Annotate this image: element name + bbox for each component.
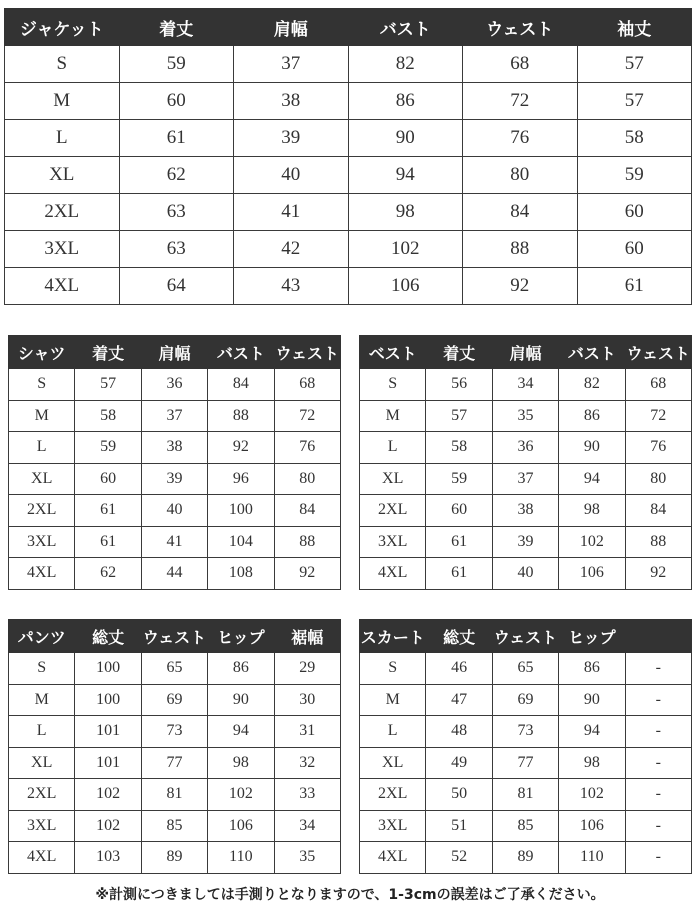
table-cell: 39 <box>141 463 207 495</box>
table-cell: 76 <box>625 432 691 464</box>
table-cell: 59 <box>75 432 141 464</box>
table-cell: 62 <box>75 558 141 590</box>
table-row <box>5 231 692 268</box>
column-header: 総丈 <box>426 620 492 653</box>
measurement-note: ※計測につきましては手測りとなりますので、1-3cmの誤差はご了承ください。 <box>95 887 605 903</box>
table-cell: 36 <box>492 432 558 464</box>
column-header: 着丈 <box>426 336 492 369</box>
table-header-row <box>360 336 692 369</box>
size-label-cell: XL <box>9 747 75 779</box>
table-row <box>5 120 692 157</box>
table-cell: 68 <box>625 369 691 401</box>
table-cell: 42 <box>234 231 349 268</box>
size-label-cell: M <box>360 400 426 432</box>
table-cell: 88 <box>208 400 274 432</box>
table-cell: 38 <box>141 432 207 464</box>
table-cell: 89 <box>492 842 558 874</box>
table-cell: 38 <box>234 83 349 120</box>
table-cell: 65 <box>141 653 207 685</box>
table-cell: 30 <box>274 684 340 716</box>
table-cell: - <box>625 653 691 685</box>
table-row <box>360 400 692 432</box>
table-row <box>360 495 692 527</box>
size-label-cell: 2XL <box>360 779 426 811</box>
size-label-cell: M <box>5 83 120 120</box>
table-cell: 106 <box>559 810 625 842</box>
table-cell: 98 <box>559 747 625 779</box>
table-header-row <box>9 620 341 653</box>
table-cell: 64 <box>119 268 234 305</box>
table-row <box>360 684 692 716</box>
table-row <box>9 400 341 432</box>
table-row <box>9 810 341 842</box>
table-cell: 103 <box>75 842 141 874</box>
size-label-cell: S <box>360 369 426 401</box>
table-cell: 68 <box>463 46 578 83</box>
table-cell: 106 <box>348 268 463 305</box>
column-header: 肩幅 <box>492 336 558 369</box>
size-label-cell: L <box>360 716 426 748</box>
column-header: バスト <box>348 9 463 46</box>
table-cell: 86 <box>559 400 625 432</box>
table-row <box>9 842 341 874</box>
table-cell: - <box>625 810 691 842</box>
table-row <box>5 157 692 194</box>
size-label-cell: M <box>9 400 75 432</box>
table-cell: 58 <box>426 432 492 464</box>
table-row <box>360 463 692 495</box>
table-title-cell: シャツ <box>9 336 75 369</box>
table-cell: 102 <box>208 779 274 811</box>
table-cell: 92 <box>463 268 578 305</box>
pants-size-table <box>8 619 341 874</box>
table-row <box>360 526 692 558</box>
table-title-cell: パンツ <box>9 620 75 653</box>
table-cell: 37 <box>141 400 207 432</box>
table-cell: 61 <box>119 120 234 157</box>
table-title-cell: ジャケット <box>5 9 120 46</box>
size-label-cell: S <box>9 653 75 685</box>
table-row <box>360 369 692 401</box>
table-row <box>9 495 341 527</box>
table-cell: 39 <box>492 526 558 558</box>
table-cell: 29 <box>274 653 340 685</box>
size-label-cell: M <box>9 684 75 716</box>
table-cell: 58 <box>577 120 692 157</box>
size-label-cell: 3XL <box>360 526 426 558</box>
table-row <box>360 716 692 748</box>
size-label-cell: 2XL <box>9 495 75 527</box>
table-cell: 35 <box>274 842 340 874</box>
table-cell: 108 <box>208 558 274 590</box>
table-cell: 43 <box>234 268 349 305</box>
table-cell: 92 <box>274 558 340 590</box>
table-cell: 61 <box>426 526 492 558</box>
shirt-size-table <box>8 335 341 590</box>
table-cell: 86 <box>208 653 274 685</box>
table-cell: 72 <box>625 400 691 432</box>
table-cell: 34 <box>492 369 558 401</box>
table-cell: 37 <box>492 463 558 495</box>
table-cell: 90 <box>559 684 625 716</box>
table-cell: 98 <box>208 747 274 779</box>
table-cell: 61 <box>75 526 141 558</box>
table-cell: - <box>625 716 691 748</box>
size-label-cell: 2XL <box>5 194 120 231</box>
table-cell: 102 <box>75 810 141 842</box>
vest-size-table <box>359 335 692 590</box>
table-cell: 94 <box>348 157 463 194</box>
table-row <box>9 779 341 811</box>
table-cell: 106 <box>208 810 274 842</box>
table-cell: 77 <box>141 747 207 779</box>
table-cell: 73 <box>492 716 558 748</box>
table-cell: 47 <box>426 684 492 716</box>
table-cell: 94 <box>208 716 274 748</box>
table-cell: - <box>625 779 691 811</box>
table-cell: 76 <box>274 432 340 464</box>
table-row <box>9 526 341 558</box>
table-cell: 44 <box>141 558 207 590</box>
column-header: 肩幅 <box>141 336 207 369</box>
table-cell: 59 <box>426 463 492 495</box>
table-row <box>360 842 692 874</box>
table-title-cell: ベスト <box>360 336 426 369</box>
column-header: ヒップ <box>208 620 274 653</box>
table-cell: 102 <box>559 526 625 558</box>
table-cell: 81 <box>141 779 207 811</box>
size-label-cell: S <box>5 46 120 83</box>
table-cell: 90 <box>208 684 274 716</box>
table-cell: 81 <box>492 779 558 811</box>
table-row <box>360 558 692 590</box>
table-cell: 89 <box>141 842 207 874</box>
table-cell: 32 <box>274 747 340 779</box>
table-cell: 57 <box>577 83 692 120</box>
column-header: 着丈 <box>75 336 141 369</box>
table-cell: 38 <box>492 495 558 527</box>
table-cell: 40 <box>234 157 349 194</box>
table-cell: 51 <box>426 810 492 842</box>
size-label-cell: S <box>9 369 75 401</box>
table-cell: 46 <box>426 653 492 685</box>
table-cell: 90 <box>348 120 463 157</box>
column-header: ウェスト <box>274 336 340 369</box>
column-header <box>625 620 691 653</box>
table-cell: 102 <box>348 231 463 268</box>
table-cell: 61 <box>75 495 141 527</box>
table-cell: 40 <box>141 495 207 527</box>
table-cell: 100 <box>75 684 141 716</box>
column-header: ウェスト <box>492 620 558 653</box>
table-cell: 57 <box>426 400 492 432</box>
size-label-cell: XL <box>5 157 120 194</box>
table-cell: 58 <box>75 400 141 432</box>
table-row <box>9 716 341 748</box>
jacket-size-table <box>4 8 692 305</box>
table-cell: 50 <box>426 779 492 811</box>
table-cell: 84 <box>463 194 578 231</box>
table-cell: 85 <box>492 810 558 842</box>
size-label-cell: 4XL <box>360 842 426 874</box>
table-cell: 69 <box>141 684 207 716</box>
table-cell: 36 <box>141 369 207 401</box>
table-row <box>360 810 692 842</box>
size-label-cell: S <box>360 653 426 685</box>
table-cell: - <box>625 842 691 874</box>
column-header: ウェスト <box>625 336 691 369</box>
table-cell: 61 <box>426 558 492 590</box>
table-cell: 80 <box>625 463 691 495</box>
table-cell: 80 <box>274 463 340 495</box>
size-label-cell: M <box>360 684 426 716</box>
table-cell: 88 <box>274 526 340 558</box>
table-cell: 86 <box>348 83 463 120</box>
table-cell: 41 <box>234 194 349 231</box>
table-cell: 40 <box>492 558 558 590</box>
table-row <box>9 558 341 590</box>
size-label-cell: L <box>9 716 75 748</box>
table-row <box>360 779 692 811</box>
size-label-cell: XL <box>360 747 426 779</box>
table-cell: 102 <box>559 779 625 811</box>
size-label-cell: 3XL <box>9 810 75 842</box>
column-header: ウェスト <box>141 620 207 653</box>
table-row <box>9 684 341 716</box>
table-cell: 106 <box>559 558 625 590</box>
size-label-cell: 4XL <box>360 558 426 590</box>
table-cell: 60 <box>426 495 492 527</box>
column-header: 袖丈 <box>577 9 692 46</box>
size-label-cell: L <box>9 432 75 464</box>
table-cell: 85 <box>141 810 207 842</box>
table-cell: 77 <box>492 747 558 779</box>
column-header: 総丈 <box>75 620 141 653</box>
table-cell: 88 <box>625 526 691 558</box>
table-cell: 35 <box>492 400 558 432</box>
size-label-cell: L <box>360 432 426 464</box>
table-cell: 62 <box>119 157 234 194</box>
table-cell: 72 <box>274 400 340 432</box>
column-header: 裾幅 <box>274 620 340 653</box>
table-header-row <box>9 336 341 369</box>
table-cell: 34 <box>274 810 340 842</box>
table-row <box>5 83 692 120</box>
size-label-cell: 4XL <box>9 558 75 590</box>
column-header: バスト <box>208 336 274 369</box>
table-cell: 60 <box>577 231 692 268</box>
table-cell: 57 <box>75 369 141 401</box>
table-cell: 48 <box>426 716 492 748</box>
table-cell: - <box>625 684 691 716</box>
table-cell: 65 <box>492 653 558 685</box>
table-cell: 52 <box>426 842 492 874</box>
table-row <box>5 194 692 231</box>
table-cell: 63 <box>119 194 234 231</box>
table-cell: 104 <box>208 526 274 558</box>
table-cell: 68 <box>274 369 340 401</box>
table-cell: 96 <box>208 463 274 495</box>
table-cell: 61 <box>577 268 692 305</box>
table-cell: 60 <box>577 194 692 231</box>
table-row <box>360 432 692 464</box>
skirt-size-table <box>359 619 692 874</box>
table-row <box>360 653 692 685</box>
table-cell: 60 <box>75 463 141 495</box>
table-row <box>9 747 341 779</box>
table-cell: 86 <box>559 653 625 685</box>
table-cell: 92 <box>625 558 691 590</box>
column-header: バスト <box>559 336 625 369</box>
size-label-cell: 4XL <box>5 268 120 305</box>
table-cell: 84 <box>274 495 340 527</box>
table-cell: 110 <box>559 842 625 874</box>
table-cell: 101 <box>75 716 141 748</box>
table-cell: 72 <box>463 83 578 120</box>
table-cell: 56 <box>426 369 492 401</box>
size-label-cell: 2XL <box>360 495 426 527</box>
table-cell: 84 <box>625 495 691 527</box>
table-cell: 73 <box>141 716 207 748</box>
size-label-cell: 4XL <box>9 842 75 874</box>
size-label-cell: XL <box>9 463 75 495</box>
table-cell: 37 <box>234 46 349 83</box>
table-row <box>9 653 341 685</box>
table-cell: 110 <box>208 842 274 874</box>
table-cell: 98 <box>559 495 625 527</box>
table-title-cell: スカート <box>360 620 426 653</box>
size-label-cell: 3XL <box>360 810 426 842</box>
table-cell: 41 <box>141 526 207 558</box>
table-row <box>360 747 692 779</box>
table-cell: 90 <box>559 432 625 464</box>
column-header: ウェスト <box>463 9 578 46</box>
table-cell: 101 <box>75 747 141 779</box>
table-cell: - <box>625 747 691 779</box>
table-cell: 49 <box>426 747 492 779</box>
table-cell: 84 <box>208 369 274 401</box>
size-label-cell: 2XL <box>9 779 75 811</box>
table-cell: 80 <box>463 157 578 194</box>
table-cell: 92 <box>208 432 274 464</box>
size-label-cell: L <box>5 120 120 157</box>
table-row <box>5 46 692 83</box>
table-cell: 59 <box>577 157 692 194</box>
table-cell: 60 <box>119 83 234 120</box>
table-cell: 94 <box>559 716 625 748</box>
table-row <box>9 432 341 464</box>
table-header-row <box>360 620 692 653</box>
table-cell: 94 <box>559 463 625 495</box>
table-cell: 100 <box>75 653 141 685</box>
table-cell: 63 <box>119 231 234 268</box>
table-cell: 69 <box>492 684 558 716</box>
size-label-cell: XL <box>360 463 426 495</box>
table-row <box>9 463 341 495</box>
size-label-cell: 3XL <box>5 231 120 268</box>
table-cell: 98 <box>348 194 463 231</box>
table-cell: 82 <box>348 46 463 83</box>
table-cell: 39 <box>234 120 349 157</box>
table-cell: 33 <box>274 779 340 811</box>
table-cell: 57 <box>577 46 692 83</box>
size-label-cell: 3XL <box>9 526 75 558</box>
table-cell: 31 <box>274 716 340 748</box>
table-row <box>9 369 341 401</box>
table-cell: 102 <box>75 779 141 811</box>
table-cell: 59 <box>119 46 234 83</box>
column-header: ヒップ <box>559 620 625 653</box>
column-header: 肩幅 <box>234 9 349 46</box>
table-cell: 100 <box>208 495 274 527</box>
table-header-row <box>5 9 692 46</box>
table-cell: 88 <box>463 231 578 268</box>
table-cell: 82 <box>559 369 625 401</box>
table-cell: 76 <box>463 120 578 157</box>
column-header: 着丈 <box>119 9 234 46</box>
table-row <box>5 268 692 305</box>
